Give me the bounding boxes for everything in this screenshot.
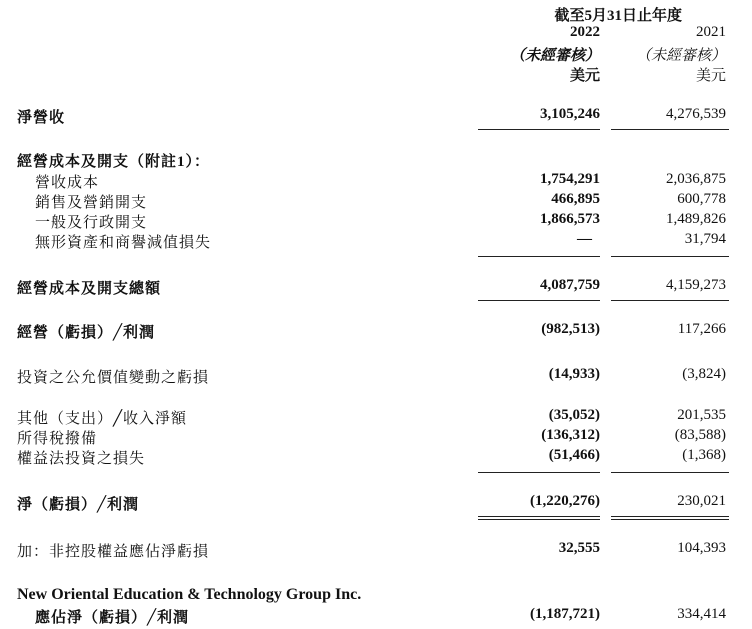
row-label-selling-marketing: 銷售及營銷開支: [35, 195, 148, 211]
audit-2022: （未經審核）: [509, 48, 600, 64]
audit-2021: （未經審核）: [635, 48, 726, 64]
value-2022-equity-loss: (51,466): [548, 447, 600, 463]
row-label-attributable: 應佔淨（虧損）╱利潤: [35, 610, 190, 626]
year-2021: 2021: [696, 24, 726, 40]
value-2022-attributable: (1,187,721): [530, 606, 600, 622]
value-2021-nci: 104,393: [677, 540, 726, 556]
rule-2022-4: [478, 472, 600, 473]
value-2022-nci: 32,555: [558, 540, 600, 556]
row-label-cost-of-revenue: 營收成本: [35, 175, 100, 191]
rule-2021-5b: [611, 519, 729, 520]
row-label-net-revenue: 淨營收: [17, 110, 66, 126]
value-2022-net-revenue: 3,105,246: [540, 106, 600, 122]
value-2022-fair-value-loss: (14,933): [548, 366, 600, 382]
row-label-net-result: 淨（虧損）╱利潤: [17, 497, 140, 513]
row-label-company: New Oriental Education & Technology Group Inc.: [17, 586, 362, 603]
value-2022-selling-marketing: 466,895: [551, 191, 600, 207]
value-2021-other-income: 201,535: [677, 407, 726, 423]
value-2021-income-tax: (83,588): [674, 427, 726, 443]
value-2022-general-admin: 1,866,573: [540, 211, 600, 227]
value-2022-income-tax: (136,312): [541, 427, 600, 443]
value-2021-impairment: 31,794: [684, 231, 726, 247]
rule-2022-3: [478, 300, 600, 301]
rule-2021-1: [611, 129, 729, 130]
rule-2021-3: [611, 300, 729, 301]
period-header: 截至5月31日止年度: [554, 8, 682, 24]
row-label-nci: 加：非控股權益應佔淨虧損: [17, 544, 210, 560]
value-2021-equity-loss: (1,368): [682, 447, 726, 463]
value-2021-selling-marketing: 600,778: [677, 191, 726, 207]
row-label-operating-result: 經營（虧損）╱利潤: [17, 325, 156, 341]
value-2021-cost-of-revenue: 2,036,875: [666, 171, 726, 187]
row-label-other-income: 其他（支出）╱收入淨額: [17, 411, 188, 427]
value-2021-total-opex: 4,159,273: [666, 277, 726, 293]
row-label-general-admin: 一般及行政開支: [35, 215, 148, 231]
row-label-total-opex: 經營成本及開支總額: [17, 281, 162, 297]
currency-2021: 美元: [695, 68, 726, 84]
rule-2022-2: [478, 256, 600, 257]
value-2021-attributable: 334,414: [677, 606, 726, 622]
value-2021-net-revenue: 4,276,539: [666, 106, 726, 122]
value-2022-net-result: (1,220,276): [530, 493, 600, 509]
value-2021-general-admin: 1,489,826: [666, 211, 726, 227]
year-2022: 2022: [570, 24, 600, 40]
row-label-impairment: 無形資產和商譽減值損失: [35, 235, 212, 251]
rule-2022-5b: [478, 519, 600, 520]
value-2021-fair-value-loss: (3,824): [682, 366, 726, 382]
value-2021-net-result: 230,021: [677, 493, 726, 509]
rule-2021-2: [611, 256, 729, 257]
currency-2022: 美元: [569, 68, 600, 84]
value-2022-operating-result: (982,513): [541, 321, 600, 337]
rule-2021-4: [611, 472, 729, 473]
row-label-equity-loss: 權益法投資之損失: [17, 451, 146, 467]
row-label-opex-heading: 經營成本及開支（附註1）：: [17, 154, 211, 170]
value-2022-impairment: —: [577, 231, 592, 247]
value-2022-other-income: (35,052): [548, 407, 600, 423]
value-2022-cost-of-revenue: 1,754,291: [540, 171, 600, 187]
rule-2022-1: [478, 129, 600, 130]
value-2022-total-opex: 4,087,759: [540, 277, 600, 293]
row-label-income-tax: 所得稅撥備: [17, 431, 98, 447]
rule-2022-5a: [478, 516, 600, 517]
row-label-fair-value-loss: 投資之公允價值變動之虧損: [17, 370, 210, 386]
rule-2021-5a: [611, 516, 729, 517]
value-2021-operating-result: 117,266: [677, 321, 726, 337]
